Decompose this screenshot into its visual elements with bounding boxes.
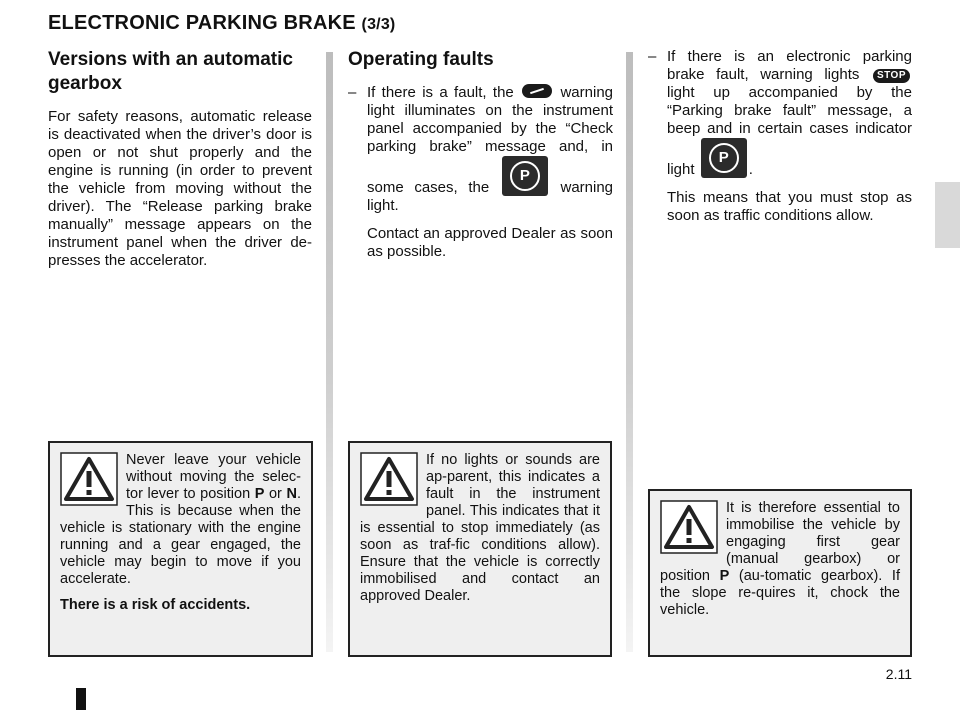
wrench-warning-icon bbox=[522, 84, 552, 98]
accident-risk-text: There is a risk of accidents. bbox=[60, 597, 251, 613]
warning-box-immobilise bbox=[648, 489, 912, 657]
warning-triangle-icon bbox=[660, 500, 718, 554]
gear-position-p: P bbox=[719, 568, 730, 584]
section-heading: Versions with an automatic gearbox bbox=[48, 49, 293, 94]
column-fault-continued bbox=[648, 48, 912, 225]
page-number: 2.11 bbox=[885, 666, 912, 682]
warning-text-part: (au-tomatic gearbox). If the slope re-quires it, chock the vehicle. bbox=[660, 568, 900, 618]
parking-brake-light-icon bbox=[701, 138, 747, 178]
warning-box-gear-selector bbox=[48, 441, 313, 657]
parking-brake-light-icon bbox=[502, 156, 548, 196]
corner-marker bbox=[76, 688, 86, 710]
fault-text: If there is a fault, the bbox=[367, 84, 514, 101]
column-automatic-gearbox bbox=[48, 48, 312, 270]
fault-text: warning light. bbox=[367, 179, 614, 214]
fault-list-item bbox=[648, 48, 912, 179]
warning-text-part: or bbox=[268, 486, 282, 502]
warning-text-part: Never leave your vehicle without moving the selec-tor lever to position bbox=[126, 452, 301, 502]
contact-dealer-text: Contact an approved Dealer as soon as possible. bbox=[367, 225, 613, 260]
fault-text: warning light illuminates on the instrument panel accompanied by the “Check parking brake” message and, in some cases, the bbox=[367, 84, 613, 196]
chapter-tab bbox=[935, 182, 960, 248]
gear-position-n: N bbox=[286, 486, 297, 502]
warning-text-part: . This is because when the vehicle is stationary with the engine running and a gear engaged, the vehicle may begin to move if you accelerate. bbox=[60, 486, 301, 587]
column-divider bbox=[326, 52, 333, 652]
fault-list-item bbox=[348, 84, 613, 215]
column-divider bbox=[626, 52, 633, 652]
fault-text: light up accompanied by the “Parking brake fault” message, a beep and in certain cases indicator light bbox=[667, 84, 912, 178]
fault-text: . bbox=[748, 161, 753, 178]
page-title bbox=[48, 12, 395, 35]
section-body: For safety reasons, automatic release is deactivated when the driver’s door is open or not shut properly and the engine is running (in order to prevent the vehicle from moving without the driver). The “Release parking brake manually” message appears on the instrument panel when the driver de-presses the accelerator. bbox=[48, 108, 312, 269]
section-heading: Operating faults bbox=[348, 49, 494, 70]
title-main: ELECTRONIC PARKING BRAKE bbox=[48, 12, 356, 34]
parking-brake-symbol: P bbox=[510, 161, 540, 191]
warning-box-instrument-fault bbox=[348, 441, 612, 657]
warning-text-part: It is therefore essential to immobilise the vehicle by engaging first gear (manual gearbox) or position bbox=[660, 500, 900, 584]
column-operating-faults bbox=[348, 48, 613, 261]
stop-warning-icon: STOP bbox=[873, 69, 910, 83]
fault-text: If there is an electronic parking brake fault, warning lights bbox=[667, 48, 912, 83]
warning-triangle-icon bbox=[60, 452, 118, 506]
gear-position-p: P bbox=[254, 486, 265, 502]
warning-triangle-icon bbox=[360, 452, 418, 506]
stop-note: This means that you must stop as soon as traffic conditions allow. bbox=[667, 189, 912, 224]
parking-brake-symbol: P bbox=[709, 143, 739, 173]
title-part: (3/3) bbox=[361, 16, 396, 33]
warning-text: If no lights or sounds are ap-parent, this indicates a fault in the instrument panel. This indicates that it is essential to stop immediately (as soon as traf-fic conditions allow). Ensure that the vehicle is correctly immobilised and contact an approved Dealer. bbox=[360, 452, 600, 604]
